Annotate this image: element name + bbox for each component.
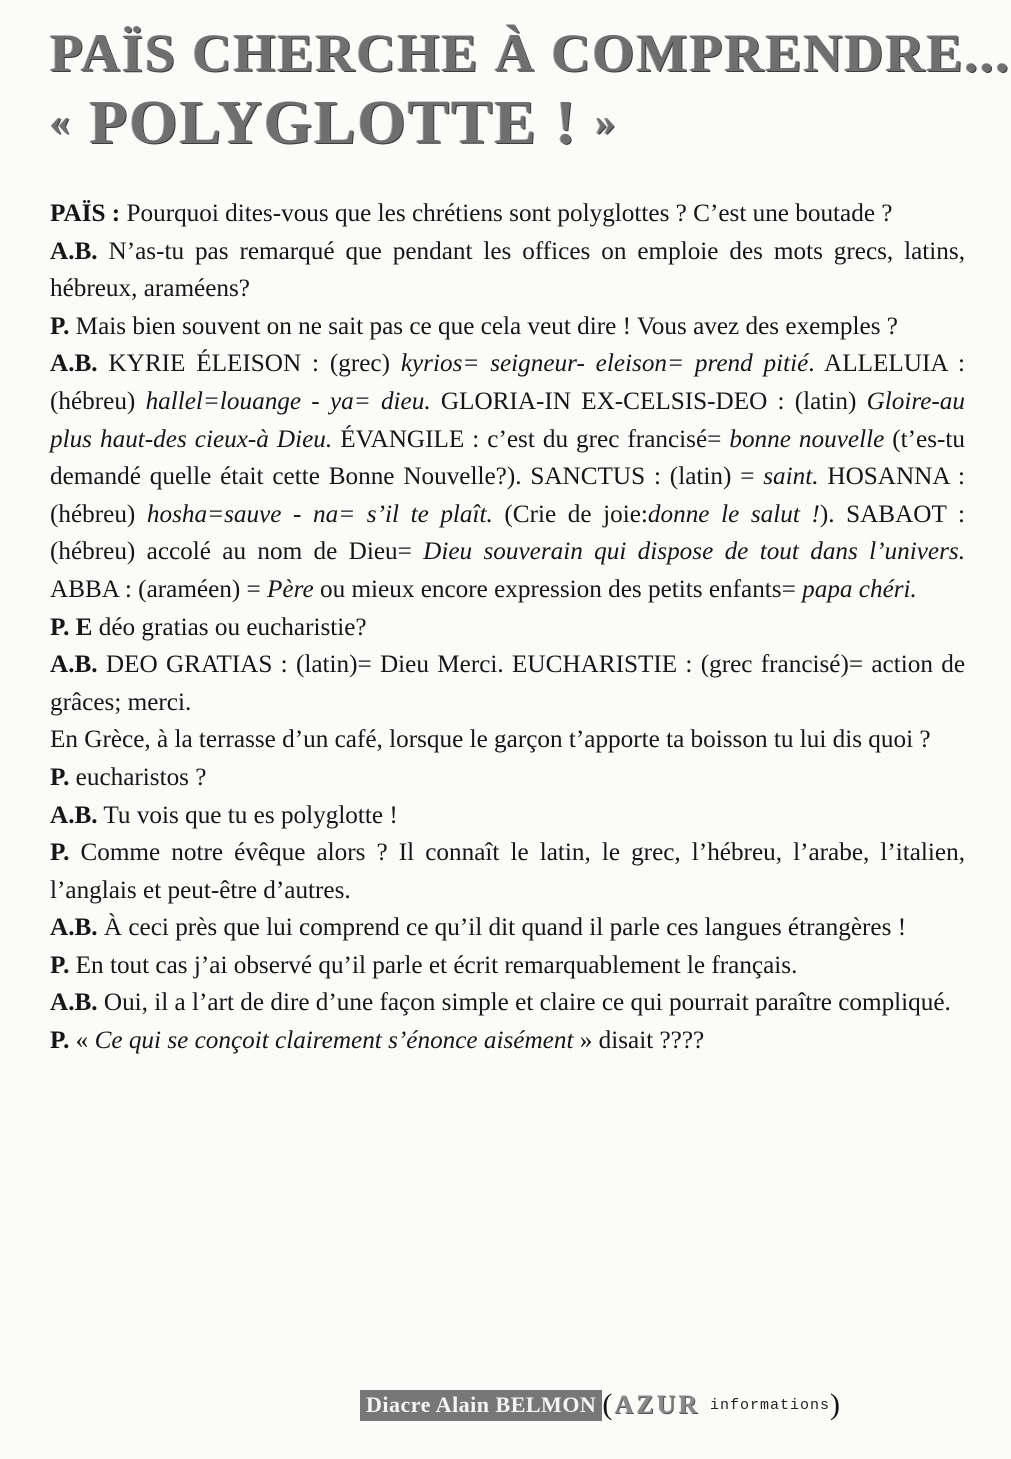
author-name: Diacre Alain BELMON (360, 1390, 602, 1421)
dialogue-text: (t’es-tu demandé quelle était cette Bonne Nouvelle?). SANCTUS : (latin) = (50, 425, 966, 491)
dialogue-text: Mais bien souvent on ne sait pas ce que cela veut dire ! Vous avez des exemples ? (69, 312, 898, 340)
publication-section: informations (710, 1396, 831, 1414)
paren-close: ) (830, 1388, 841, 1421)
speaker-label: A.B. (50, 989, 98, 1017)
speaker-label: A.B. (50, 651, 98, 679)
dialogue-paragraph (50, 609, 965, 647)
italic-text: hallel=louange - ya= dieu. (145, 387, 431, 415)
interview-body (50, 195, 965, 1060)
dialogue-text: Tu vois que tu es polyglotte ! (97, 801, 398, 829)
dialogue-text: . ALLELUIA : (hébreu) (50, 350, 965, 415)
dialogue-text: À ceci près que lui comprend ce qu’il dit quand il parle ces langues étrangères ! (97, 914, 907, 942)
dialogue-paragraph (50, 233, 965, 308)
dialogue-text: Pourquoi dites-vous que les chrétiens sont polyglottes ? C’est une boutade ? (120, 200, 893, 227)
dialogue-paragraph (50, 797, 965, 835)
speaker-label: A.B. (50, 801, 98, 829)
italic-text: Dieu souverain qui dispose de tout dans l’univers. (423, 538, 965, 566)
dialogue-text: Oui, il a l’art de dire d’une façon simple et claire ce qui pourrait paraître compliqué. (97, 989, 951, 1017)
title-line-2 (50, 86, 990, 159)
dialogue-text: HOSANNA : (hébreu) (50, 463, 965, 528)
italic-text: hosha=sauve - na= s’il te plaît. (146, 500, 493, 528)
dialogue-text: « (69, 1027, 95, 1055)
italic-text: kyrios= seigneur- eleison= prend pitié (400, 350, 809, 378)
speaker-label: P. E (50, 613, 93, 641)
article-title (50, 20, 1011, 159)
dialogue-text: ÉVANGILE : c’est du grec francisé= (332, 425, 730, 453)
italic-text: papa chéri. (802, 575, 917, 603)
dialogue-text: En Grèce, à la terrasse d’un café, lorsque le garçon t’apporte ta boisson tu lui dis quoi ? (50, 726, 931, 754)
italic-text: bonne nouvelle (729, 425, 885, 453)
dialogue-paragraph (50, 345, 965, 608)
signature (360, 1385, 840, 1425)
speaker-label: P. (50, 763, 70, 791)
dialogue-paragraph (50, 721, 965, 759)
paren-open: ( (602, 1388, 613, 1421)
speaker-label: A.B. (50, 237, 98, 265)
dialogue-text: N’as-tu pas remarqué que pendant les offices on emploie des mots grecs, latins, hébreux, araméens? (50, 237, 965, 303)
dialogue-text: » disait ???? (573, 1027, 705, 1055)
italic-text: Ce qui se conçoit clairement s’énonce aisément (94, 1027, 574, 1055)
guillemet-open: « (50, 99, 72, 144)
dialogue-text: DEO GRATIAS : (latin)= Dieu Merci. EUCHARISTIE : (grec francisé)= action de grâces; merci. (50, 651, 965, 716)
title-keyword: POLYGLOTTE ! (89, 89, 579, 157)
publication-name: AZUR (614, 1390, 700, 1419)
dialogue-text: Comme notre évêque alors ? Il connaît le latin, le grec, l’hébreu, l’arabe, l’italien, l’anglais et peut-être d’autres. (50, 839, 965, 904)
dialogue-paragraph (50, 646, 965, 721)
speaker-label: A.B. (50, 914, 98, 942)
italic-text: donne le salut ! (647, 500, 820, 528)
dialogue-text: ou mieux encore expression des petits enfants= (313, 575, 803, 603)
dialogue-paragraph (50, 947, 965, 985)
dialogue-text: GLORIA-IN EX-CELSIS-DEO : (latin) (430, 387, 867, 415)
dialogue-text: KYRIE ÉLEISON : (grec) (97, 350, 401, 378)
dialogue-text: ABBA : (araméen) = (50, 575, 268, 603)
dialogue-paragraph (50, 195, 965, 233)
italic-text: Père (267, 575, 314, 603)
speaker-label: P. (50, 312, 70, 340)
italic-text: Gloire-au plus haut-des cieux-à Dieu. (50, 387, 965, 453)
dialogue-text: En tout cas j’ai observé qu’il parle et écrit remarquablement le français. (69, 951, 798, 979)
dialogue-text: (Crie de joie: (492, 500, 648, 528)
title-line-1: PAÏS CHERCHE À COMPRENDRE... (50, 23, 1011, 83)
speaker-label: P. (50, 1027, 70, 1055)
dialogue-paragraph (50, 1022, 965, 1060)
speaker-label: P. (50, 839, 70, 867)
guillemet-close: » (595, 99, 618, 144)
dialogue-paragraph (50, 759, 965, 797)
speaker-label: A.B. (50, 350, 98, 378)
dialogue-text: déo gratias ou eucharistie? (92, 613, 367, 641)
dialogue-paragraph (50, 984, 965, 1022)
dialogue-text: eucharistos ? (69, 763, 207, 791)
italic-text: saint. (763, 463, 819, 491)
dialogue-paragraph (50, 308, 965, 346)
speaker-label: PAÏS : (50, 200, 121, 227)
dialogue-paragraph (50, 834, 965, 909)
speaker-label: P. (50, 951, 70, 979)
dialogue-paragraph (50, 909, 965, 947)
dialogue-text: ). SABAOT : (hébreu) accolé au nom de Dieu= (50, 500, 966, 566)
